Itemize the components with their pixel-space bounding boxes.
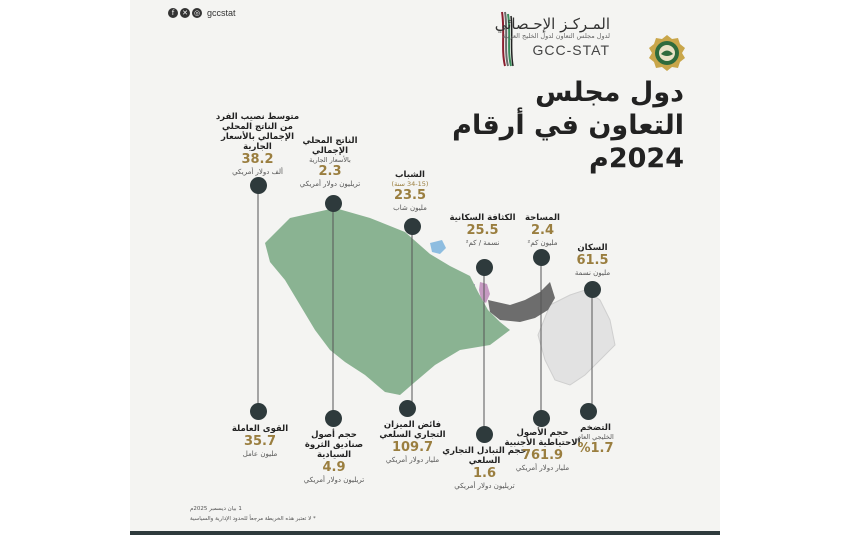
social-handle[interactable]: gccstat: [207, 8, 236, 18]
stat-value: 61.5: [576, 253, 609, 268]
stat-unit: مليون نسمة: [574, 269, 611, 277]
stat-value: 25.5: [466, 223, 499, 238]
instagram-icon[interactable]: ◎: [193, 9, 201, 17]
stat-population: [555, 243, 630, 278]
stat-unit: نسمة / كم²: [465, 239, 500, 247]
bottom-bar: [130, 531, 720, 535]
uae-shape: [488, 282, 555, 322]
labor-dot: [250, 403, 267, 420]
stat-value: 1.6: [472, 466, 497, 481]
stat-label: الكثافة السكانية: [449, 213, 516, 223]
stat-unit: مليون شاب: [393, 204, 427, 212]
stat-gdp: [285, 136, 375, 189]
stat-label: متوسط نصيب الفرد من الناتج المحلي الإجمالي بالأسعار الجارية: [215, 112, 300, 152]
logo-subtitle: لدول مجلس التعاون لدول الخليج العربية: [502, 32, 610, 40]
stat-unit: مليار دولار أمريكي: [515, 464, 570, 472]
swf-dot: [325, 410, 342, 427]
logo-english: GCC-STAT: [532, 42, 610, 58]
stat-value: 23.5: [393, 188, 427, 203]
youth-dot: [404, 218, 421, 235]
stat-value: 2.4: [530, 223, 555, 238]
trade-volume-dot: [476, 426, 493, 443]
stat-swf: [295, 430, 373, 485]
footnote-date: 1 بيان ديسمبر 2025م: [190, 506, 242, 512]
stat-value: 35.7: [243, 434, 277, 449]
infographic-sheet: [130, 0, 720, 535]
stat-labor: [215, 424, 305, 459]
stat-label: المساحة: [525, 213, 560, 223]
stat-label: فائض الميزان التجاري السلعي: [379, 420, 446, 440]
gdp-dot: [325, 195, 342, 212]
stat-sublabel: (34-15 سنة): [391, 180, 429, 188]
stat-unit: تريليون دولار أمريكي: [299, 180, 361, 188]
stat-unit: ألف دولار أمريكي: [232, 168, 283, 176]
stat-label: التضخم: [580, 423, 611, 433]
stat-unit: تريليون دولار أمريكي: [303, 476, 365, 484]
area-dot: [533, 249, 550, 266]
reserves-dot: [533, 410, 550, 427]
gdp-per-capita-dot: [250, 177, 267, 194]
stat-unit: تريليون دولار أمريكي: [454, 482, 515, 490]
stat-sublabel: الخليجي العام: [577, 433, 614, 441]
title-line-3: 2024م: [589, 143, 684, 174]
footnote-map-disclaimer: * لا تعتبر هذه الخريطة مرجعاً للحدود الإدارية والسياسية: [190, 516, 316, 522]
title-line-1: دول مجلس: [535, 77, 684, 108]
stat-youth: [370, 170, 450, 213]
stat-unit: مليون عامل: [242, 450, 278, 458]
stat-sublabel: بالأسعار الجارية: [309, 156, 351, 164]
stat-unit: مليار دولار أمريكي: [385, 456, 440, 464]
stat-value: 38.2: [241, 152, 274, 167]
density-dot: [476, 259, 493, 276]
stat-label: الناتج المحلي الإجمالي: [302, 136, 358, 156]
stat-value: 2.3: [318, 164, 342, 179]
stat-value: 4.9: [322, 460, 346, 475]
stat-value: 109.7: [391, 440, 434, 455]
stat-unit: مليون كم²: [527, 239, 558, 247]
title-line-2: التعاون في أرقام: [452, 110, 684, 141]
stat-value: %1.7: [577, 441, 614, 456]
kuwait-shape: [430, 240, 446, 254]
x-icon[interactable]: ✕: [180, 8, 190, 18]
stat-label: حجم أصول صناديق الثروة السيادية: [304, 430, 364, 460]
trade-surplus-dot: [399, 400, 416, 417]
inflation-dot: [580, 403, 597, 420]
logo-arabic: المـركـز الإحـصائي: [494, 15, 610, 33]
stat-label: القوى العاملة: [231, 424, 289, 434]
stat-value: 761.9: [521, 448, 564, 463]
stat-label: الشباب: [395, 170, 425, 180]
facebook-icon[interactable]: f: [168, 8, 178, 18]
stat-label: حجم التبادل التجاري السلعي: [442, 446, 527, 466]
population-dot: [584, 281, 601, 298]
stat-label: حجم الأصول الاحتياطية الأجنبية: [504, 428, 581, 448]
stat-label: السكان: [577, 243, 608, 253]
stat-inflation: [558, 423, 633, 457]
